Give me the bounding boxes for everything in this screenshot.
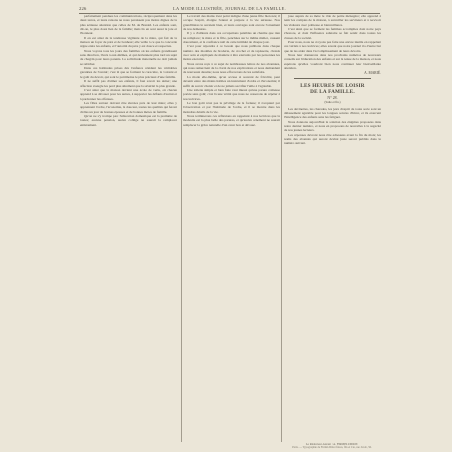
paragraph: Le bon goût n'est pas le privilège de la fortune; il s'acquiert par l'observation et par l'habitude de l'ordre, et il se montre dans les moindres détails de la vie. — [183, 100, 280, 114]
paragraph: Qu'on ne s'y trompe pas: l'éducation domestique est la première de toutes; aucune pension, aucun collège ne saurait la remplacer entièrement. — [80, 113, 177, 127]
paragraph: Le travail des mains n'est point indigne d'une jeune fille bien née; il occupe l'esprit, éloigne l'ennui et prépare à la vie sérieuse. Nos grand'mères le savaient bien, et leurs ouvrages sont encore l'ornement de nos demeures. — [183, 14, 280, 32]
paragraph: Les devinettes, les charades, les jeux d'esprit de toute sorte sont un délassement agréable pour les longues soirées d'hiver, et ils exercent l'intelligence des enfants sans les fatiguer. — [284, 106, 381, 120]
section-subtitle: (Suite et fin.) — [324, 100, 341, 105]
column-right — [284, 14, 381, 441]
paragraph: Nous avons reçu à ce sujet de nombreuses lettres de nos abonnées, qui nous remercient de la clarté de nos explications et nous demandent de nouveaux dessins; nous nous efforcerons de les satisfaire. — [183, 61, 280, 75]
author-signature: A. MARIÉ. — [364, 71, 381, 76]
column-separator — [281, 14, 282, 442]
paragraph: Il ne suffit pas d'aimer ses enfants, il faut savoir les aimer; une affection aveugle les perd plus sûrement que la sévérité la plus grande. — [80, 79, 177, 88]
paragraph: Il en est ainsi de la tendresse vigilante de la mère, qui fait de la maison un foyer de paix et de bonheur; elle veille à ce que la concorde règne entre les enfants, et l'autorité du père y est douce et respectée. — [80, 35, 177, 49]
column-middle — [183, 14, 280, 442]
paragraph: Il y a d'ailleurs dans ces occupations paisibles un charme que rien ne remplace; la mère et la fille, penchées sur le même métier, causent doucement, et la confiance naît de cette intimité de chaque jour. — [183, 31, 280, 45]
paragraph: Dans ces habitudes prises dès l'enfance résident les véritables garanties de l'avenir; c'est là que se forment le caractère, la volonté et le goût du devoir, qui sont le patrimoine le plus précieux d'une famille. — [80, 66, 177, 79]
paragraph: C'est pour répondre à ce besoin que nous publions dans chaque numéro des modèles de broderie, de crochet et de tapisserie, choisis avec soin et expliqués de manière à être exécutés par les personnes les moins exercées. — [183, 44, 280, 62]
paragraph: La mode elle-même, qu'on accuse si souvent de frivolité, peut devenir entre des mains habiles un instrument d'ordre et d'économie; il suffit de savoir choisir et de ne jamais sacrifier l'utile à l'agréable. — [183, 74, 280, 88]
paragraph: Nous terminerons ces réflexions en rappelant à nos lectrices que la modestie est la plus belle des parures, et qu'aucun ornement ne saurait remplacer la grâce naturelle d'un cœur bon et dévoué. — [183, 113, 280, 127]
page-number: 226 — [79, 6, 87, 11]
editor-credit: Le Rédacteur-Gérant : A. FIRMIN-DIDOT. — [305, 442, 359, 446]
printer-credit: Paris. — Typographie de Firmin Didot frères, fils et Cie, rue Jacob, 56. — [292, 446, 372, 449]
paragraph: Pour nous, nous ne croyons pas faire une œuvre inutile en rappelant ces vérités à nos lectrices; elles savent que notre journal n'a d'autre but que de les aider dans l'accomplissement de leurs devoirs. — [284, 40, 381, 53]
paragraph: Les filles surtout doivent être élevées près de leur mère; elles y apprennent l'ordre, l'économie, la douceur, toutes les qualités qui feront d'elles un jour de bonnes épouses et de bonnes mères de famille. — [80, 100, 177, 114]
column-separator — [181, 14, 182, 442]
issue-number: N° 28. — [327, 95, 338, 100]
paragraph: Nous donnons aujourd'hui la solution des énigmes proposées dans notre dernier numéro, et nous en proposons de nouvelles à la sagacité de nos jeunes lecteurs. — [284, 119, 381, 133]
section-rule — [294, 78, 371, 79]
section-title-line-1: LES HEURES DE LOISIR — [300, 82, 365, 89]
column-left — [80, 14, 177, 442]
paragraph: Nous leur donnerons dans nos prochains numéros de nouveaux conseils sur l'éducation des enfants et sur la tenue de la maison, et nous espérons qu'elles voudront bien nous continuer leur bienveillante attention. — [284, 53, 381, 71]
paragraph: parfaitement pendues les communications, réciproquement dans les deux terres, et leurs raisons ne nous paraissent pas moins dignes de la plus sérieuse attention que celles de M. de Bonald. Les enfants sont, dit-on, le plus doux lien de la famille; mais ils en sont aussi la joie et l'honneur. — [80, 14, 177, 36]
section-title-line-2: DE LA FAMILLE. — [310, 88, 355, 95]
running-title: LA MODE ILLUSTRÉE, JOURNAL DE LA FAMILLE. — [172, 6, 287, 11]
paragraph: Les réponses devront nous être adressées avant la fin du mois; les noms des abonnés qui auront deviné juste seront publiés dans le numéro suivant. — [284, 132, 381, 146]
paragraph: C'est ainsi que se forment les femmes accomplies dont notre pays s'honore, et dont l'influence salutaire se fait sentir dans toutes les classes de la société. — [284, 27, 381, 40]
paragraph: Nous voyons tous les jours des familles où les enfants grandissent sans direction, livrés à eux-mêmes, et qui deviennent plus tard un sujet de chagrin pour leurs parents. La sollicitude maternelle ne doit jamais se relâcher. — [80, 48, 177, 66]
paragraph: Une toilette simple et bien faite vaut mieux qu'une parure coûteuse portée sans goût; c'est là une vérité que nous ne cesserons de répéter à nos lectrices. — [183, 87, 280, 101]
paragraph: C'est ainsi que la maison devient une école de vertu, où chacun apprend à se dévouer pour les autres, à supporter les défauts d'autrui et à pardonner les offenses. — [80, 87, 177, 101]
paragraph: joue auprès de sa mère le rôle de petite ménagère; elle apprend à tenir les comptes de la maison, à surveiller les serviteurs et à recevoir les visiteurs avec politesse et bienveillance. — [284, 14, 381, 27]
